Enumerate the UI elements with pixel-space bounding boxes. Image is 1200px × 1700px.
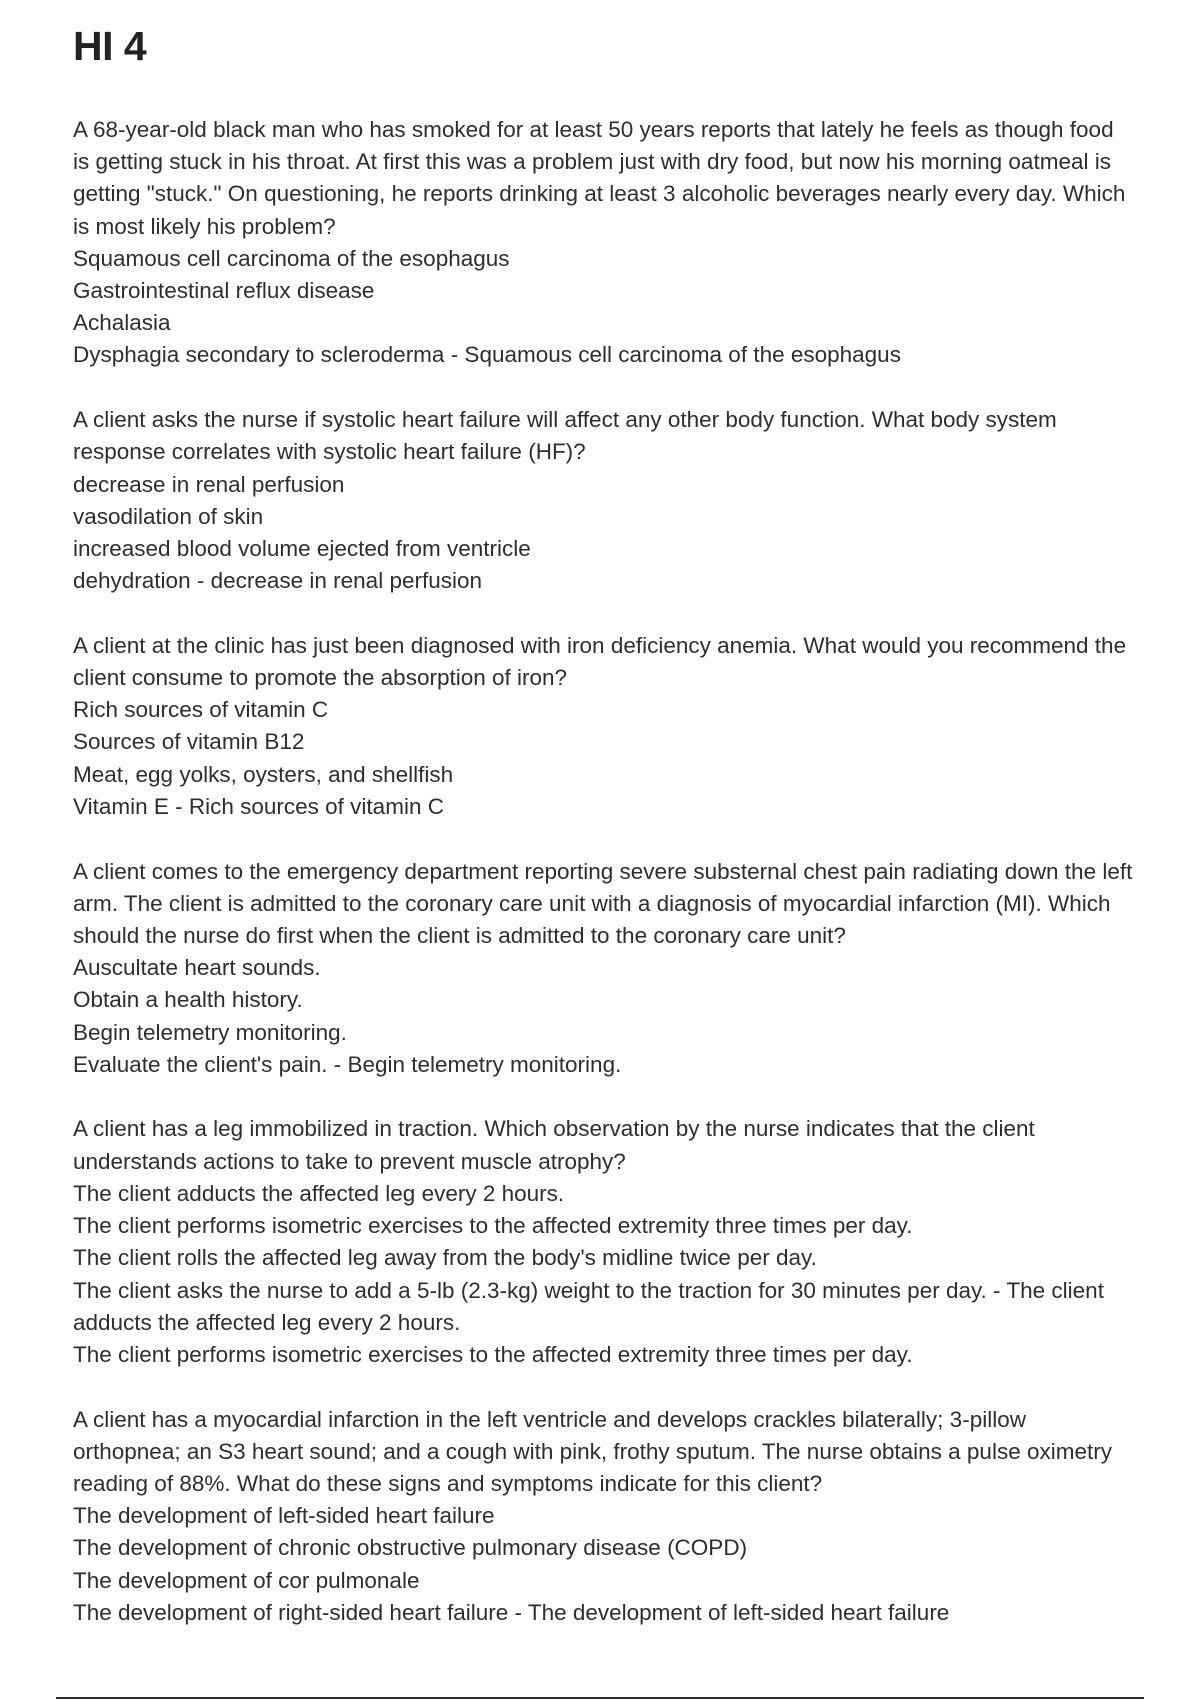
answer-line: Auscultate heart sounds. [73,955,321,981]
answer-line: Gastrointestinal reflux disease [73,278,375,304]
answer-line: The client performs isometric exercises to the affected extremity three times per day. [73,1213,913,1239]
question-text: A client has a myocardial infarction in the left ventricle and develops crackles bilaterally; 3-pillow orthopnea; an S3 heart sound; and a cough with pink, frothy sputum. The nurse obtains a pulse oximetry reading of 88%. What do these signs and symptoms indicate for this client? [73,1406,1112,1497]
answer-line: The development of right-sided heart failure - The development of left-sided heart failure [73,1599,950,1625]
answer-line: Meat, egg yolks, oysters, and shellfish [73,761,454,787]
answer-line: Achalasia [73,310,171,336]
answer-line: Dysphagia secondary to scleroderma - Squamous cell carcinoma of the esophagus [73,342,901,368]
answer-line: Rich sources of vitamin C [73,697,329,723]
answer-line: The development of chronic obstructive pulmonary disease (COPD) [73,1535,748,1561]
answer-line: The client asks the nurse to add a 5-lb (2.3-kg) weight to the traction for 30 minutes per day. - The client adducts the affected leg every 2 hours. [73,1277,1104,1335]
question-block-5 [73,1113,1133,1371]
answer-line: Begin telemetry monitoring. [73,1019,347,1045]
answer-line: Sources of vitamin B12 [73,729,305,755]
question-list [73,114,1133,1662]
answer-line: vasodilation of skin [73,503,264,529]
question-text: A client has a leg immobilized in traction. Which observation by the nurse indicates that the client understands actions to take to prevent muscle atrophy? [73,1116,1035,1174]
document-title: HI 4 [73,23,147,69]
answer-line: Obtain a health history. [73,987,303,1013]
answer-line: increased blood volume ejected from ventricle [73,535,531,561]
question-text: A 68-year-old black man who has smoked for at least 50 years reports that lately he feels as though food is getting stuck in his throat. At first this was a problem just with dry food, but now his morning oatmeal is getting "stuck." On questioning, he reports drinking at least 3 alcoholic beverages nearly every day. Which is most likely his problem? [73,117,1126,239]
bottom-divider [56,1697,1144,1699]
answer-line: The client adducts the affected leg every 2 hours. [73,1180,565,1206]
question-block-1 [73,114,1133,372]
question-text: A client at the clinic has just been diagnosed with iron deficiency anemia. What would you recommend the client consume to promote the absorption of iron? [73,632,1127,691]
question-block-4 [73,856,1133,1081]
question-text: A client asks the nurse if systolic heart failure will affect any other body function. What body system response correlates with systolic heart failure (HF)? [73,407,1057,465]
answer-line: The client rolls the affected leg away from the body's midline twice per day. [73,1245,817,1271]
answer-line: Evaluate the client's pain. - Begin telemetry monitoring. [73,1051,622,1077]
answer-line: The client performs isometric exercises to the affected extremity three times per day. [73,1341,913,1367]
question-block-6 [73,1404,1133,1629]
question-text: A client comes to the emergency department reporting severe substernal chest pain radiating down the left arm. The client is admitted to the coronary care unit with a diagnosis of myocardial infarction (MI). Which should the nurse do first when the client is admitted to the coronary care unit? [73,858,1133,948]
answer-line: dehydration - decrease in renal perfusion [73,568,482,594]
question-block-2 [73,404,1133,597]
answer-line: The development of cor pulmonale [73,1567,420,1593]
question-block-3 [73,630,1133,823]
answer-line: The development of left-sided heart failure [73,1503,495,1529]
answer-line: decrease in renal perfusion [73,471,345,497]
answer-line: Squamous cell carcinoma of the esophagus [73,245,510,271]
answer-line: Vitamin E - Rich sources of vitamin C [73,793,444,819]
